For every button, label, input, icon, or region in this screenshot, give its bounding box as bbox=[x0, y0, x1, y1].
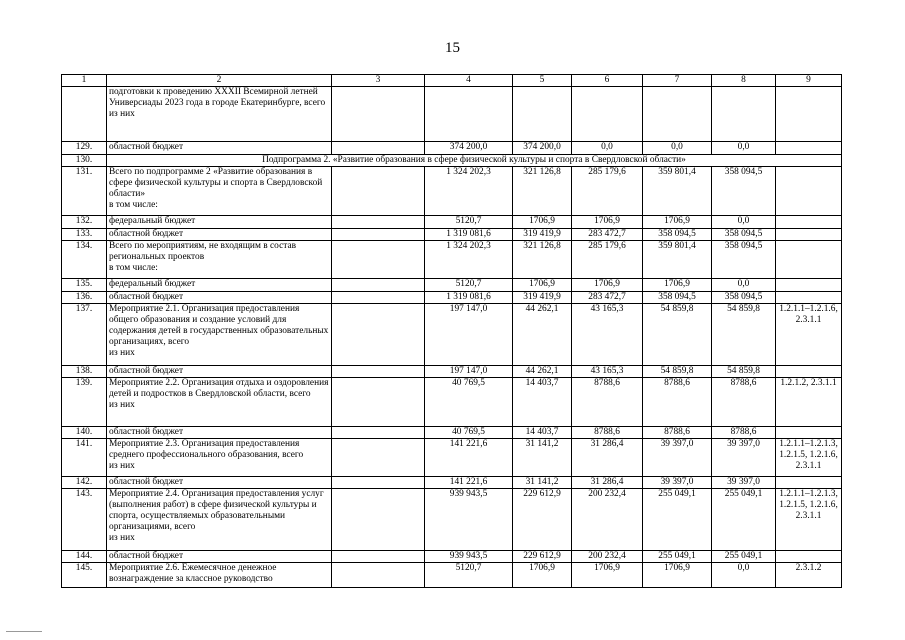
row-number: 140. bbox=[62, 427, 107, 439]
cell-col7: 255 049,1 bbox=[643, 551, 712, 563]
cell-col3 bbox=[332, 241, 425, 279]
cell-col7: 359 801,4 bbox=[643, 167, 712, 216]
row-description: областной бюджет bbox=[107, 292, 332, 304]
cell-col8: 54 859,8 bbox=[712, 304, 776, 366]
row-number: 138. bbox=[62, 366, 107, 378]
cell-col9 bbox=[776, 551, 842, 563]
cell-col4: 40 769,5 bbox=[425, 427, 513, 439]
row-number: 141. bbox=[62, 439, 107, 477]
cell-col3 bbox=[332, 489, 425, 551]
cell-col9 bbox=[776, 279, 842, 292]
cell-col5: 14 403,7 bbox=[513, 378, 572, 427]
cell-col6: 43 165,3 bbox=[572, 304, 643, 366]
row-number: 145. bbox=[62, 563, 107, 588]
cell-col8: 0,0 bbox=[712, 142, 776, 155]
cell-col4: 939 943,5 bbox=[425, 551, 513, 563]
header-cell: 3 bbox=[332, 75, 425, 87]
cell-col4: 141 221,6 bbox=[425, 477, 513, 489]
cell-col6: 283 472,7 bbox=[572, 292, 643, 304]
cell-col6: 283 472,7 bbox=[572, 229, 643, 241]
cell-col5 bbox=[513, 87, 572, 142]
footer-divider bbox=[6, 631, 42, 632]
row-number: 137. bbox=[62, 304, 107, 366]
cell-col7: 54 859,8 bbox=[643, 366, 712, 378]
row-description: областной бюджет bbox=[107, 477, 332, 489]
cell-col4: 5120,7 bbox=[425, 563, 513, 588]
cell-col5: 14 403,7 bbox=[513, 427, 572, 439]
row-description: областной бюджет bbox=[107, 142, 332, 155]
row-number bbox=[62, 87, 107, 142]
header-cell: 6 bbox=[572, 75, 643, 87]
table-row bbox=[62, 229, 842, 241]
row-description: Мероприятие 2.1. Организация предоставления общего образования и создание условий для содержания детей в государственных образовательных организациях, всего из них bbox=[107, 304, 332, 366]
cell-col8: 255 049,1 bbox=[712, 551, 776, 563]
subprogram-title: Подпрограмма 2. «Развитие образования в сфере физической культуры и спорта в Свердловской области» bbox=[107, 155, 842, 167]
cell-col6: 1706,9 bbox=[572, 216, 643, 229]
cell-col5: 31 141,2 bbox=[513, 439, 572, 477]
cell-col8: 0,0 bbox=[712, 216, 776, 229]
cell-col6: 1706,9 bbox=[572, 279, 643, 292]
row-description: Мероприятие 2.4. Организация предоставления услуг (выполнения работ) в сфере физической культуры и спорта, осуществляемых образовательными организациями, всего из них bbox=[107, 489, 332, 551]
cell-col6: 285 179,6 bbox=[572, 167, 643, 216]
row-number: 136. bbox=[62, 292, 107, 304]
cell-col4: 1 324 202,3 bbox=[425, 167, 513, 216]
cell-col8: 54 859,8 bbox=[712, 366, 776, 378]
cell-col8: 0,0 bbox=[712, 563, 776, 588]
cell-col5: 374 200,0 bbox=[513, 142, 572, 155]
cell-col8: 8788,6 bbox=[712, 378, 776, 427]
row-description: подготовки к проведению XXXII Всемирной летней Универсиады 2023 года в городе Екатеринбурге, всего из них bbox=[107, 87, 332, 142]
cell-col8: 358 094,5 bbox=[712, 167, 776, 216]
cell-col8: 0,0 bbox=[712, 279, 776, 292]
row-number: 142. bbox=[62, 477, 107, 489]
cell-col9 bbox=[776, 427, 842, 439]
table-row bbox=[62, 142, 842, 155]
cell-col3 bbox=[332, 142, 425, 155]
cell-col4: 1 324 202,3 bbox=[425, 241, 513, 279]
cell-col9: 1.2.1.1–1.2.1.6, 2.3.1.1 bbox=[776, 304, 842, 366]
cell-col3 bbox=[332, 477, 425, 489]
table-row bbox=[62, 427, 842, 439]
row-description: областной бюджет bbox=[107, 229, 332, 241]
cell-col5: 1706,9 bbox=[513, 563, 572, 588]
cell-col9 bbox=[776, 366, 842, 378]
cell-col9: 1.2.1.1–1.2.1.3, 1.2.1.5, 1.2.1.6, 2.3.1.1 bbox=[776, 489, 842, 551]
header-cell: 9 bbox=[776, 75, 842, 87]
cell-col3 bbox=[332, 304, 425, 366]
cell-col7: 359 801,4 bbox=[643, 241, 712, 279]
cell-col5: 31 141,2 bbox=[513, 477, 572, 489]
header-row bbox=[62, 75, 842, 87]
cell-col7: 8788,6 bbox=[643, 427, 712, 439]
table-row bbox=[62, 241, 842, 279]
row-number: 132. bbox=[62, 216, 107, 229]
row-number: 134. bbox=[62, 241, 107, 279]
cell-col7: 39 397,0 bbox=[643, 477, 712, 489]
cell-col6: 200 232,4 bbox=[572, 551, 643, 563]
cell-col5: 321 126,8 bbox=[513, 167, 572, 216]
cell-col5: 319 419,9 bbox=[513, 229, 572, 241]
cell-col8: 8788,6 bbox=[712, 427, 776, 439]
table-row bbox=[62, 216, 842, 229]
cell-col9: 1.2.1.1–1.2.1.3, 1.2.1.5, 1.2.1.6, 2.3.1.1 bbox=[776, 439, 842, 477]
header-cell: 2 bbox=[107, 75, 332, 87]
cell-col4: 1 319 081,6 bbox=[425, 292, 513, 304]
cell-col7: 255 049,1 bbox=[643, 489, 712, 551]
cell-col3 bbox=[332, 427, 425, 439]
cell-col9: 1.2.1.2, 2.3.1.1 bbox=[776, 378, 842, 427]
cell-col4: 5120,7 bbox=[425, 279, 513, 292]
cell-col9 bbox=[776, 292, 842, 304]
cell-col8: 358 094,5 bbox=[712, 292, 776, 304]
cell-col5: 229 612,9 bbox=[513, 489, 572, 551]
cell-col4: 1 319 081,6 bbox=[425, 229, 513, 241]
row-description: федеральный бюджет bbox=[107, 216, 332, 229]
table-row bbox=[62, 563, 842, 588]
cell-col5: 44 262,1 bbox=[513, 366, 572, 378]
cell-col5: 1706,9 bbox=[513, 279, 572, 292]
cell-col7: 39 397,0 bbox=[643, 439, 712, 477]
page-number: 15 bbox=[445, 40, 460, 56]
row-number: 131. bbox=[62, 167, 107, 216]
cell-col5: 1706,9 bbox=[513, 216, 572, 229]
cell-col6: 285 179,6 bbox=[572, 241, 643, 279]
cell-col6: 0,0 bbox=[572, 142, 643, 155]
cell-col4: 197 147,0 bbox=[425, 366, 513, 378]
row-number: 133. bbox=[62, 229, 107, 241]
cell-col6: 31 286,4 bbox=[572, 477, 643, 489]
cell-col6: 43 165,3 bbox=[572, 366, 643, 378]
cell-col6: 1706,9 bbox=[572, 563, 643, 588]
row-number: 129. bbox=[62, 142, 107, 155]
cell-col3 bbox=[332, 216, 425, 229]
cell-col7: 0,0 bbox=[643, 142, 712, 155]
cell-col6: 200 232,4 bbox=[572, 489, 643, 551]
row-number: 143. bbox=[62, 489, 107, 551]
cell-col7: 358 094,5 bbox=[643, 229, 712, 241]
cell-col5: 321 126,8 bbox=[513, 241, 572, 279]
row-number: 144. bbox=[62, 551, 107, 563]
cell-col6: 8788,6 bbox=[572, 378, 643, 427]
table-row bbox=[62, 477, 842, 489]
cell-col9: 2.3.1.2 bbox=[776, 563, 842, 588]
cell-col3 bbox=[332, 292, 425, 304]
row-description: областной бюджет bbox=[107, 366, 332, 378]
cell-col6: 8788,6 bbox=[572, 427, 643, 439]
cell-col9 bbox=[776, 142, 842, 155]
table-row bbox=[62, 279, 842, 292]
cell-col3 bbox=[332, 229, 425, 241]
table-row bbox=[62, 292, 842, 304]
cell-col3 bbox=[332, 87, 425, 142]
table-row bbox=[62, 167, 842, 216]
cell-col7: 8788,6 bbox=[643, 378, 712, 427]
cell-col7: 1706,9 bbox=[643, 563, 712, 588]
cell-col5: 229 612,9 bbox=[513, 551, 572, 563]
cell-col5: 319 419,9 bbox=[513, 292, 572, 304]
cell-col9 bbox=[776, 87, 842, 142]
table-row bbox=[62, 378, 842, 427]
cell-col3 bbox=[332, 378, 425, 427]
cell-col3 bbox=[332, 439, 425, 477]
cell-col4: 197 147,0 bbox=[425, 304, 513, 366]
cell-col4: 939 943,5 bbox=[425, 489, 513, 551]
cell-col7: 1706,9 bbox=[643, 279, 712, 292]
cell-col8: 358 094,5 bbox=[712, 229, 776, 241]
table-row bbox=[62, 489, 842, 551]
cell-col4 bbox=[425, 87, 513, 142]
cell-col8: 255 049,1 bbox=[712, 489, 776, 551]
cell-col3 bbox=[332, 366, 425, 378]
header-cell: 7 bbox=[643, 75, 712, 87]
cell-col9 bbox=[776, 241, 842, 279]
cell-col8: 358 094,5 bbox=[712, 241, 776, 279]
cell-col8: 39 397,0 bbox=[712, 439, 776, 477]
cell-col4: 141 221,6 bbox=[425, 439, 513, 477]
cell-col7: 54 859,8 bbox=[643, 304, 712, 366]
header-cell: 4 bbox=[425, 75, 513, 87]
table-row bbox=[62, 551, 842, 563]
cell-col3 bbox=[332, 551, 425, 563]
table-body bbox=[62, 87, 842, 588]
cell-col4: 5120,7 bbox=[425, 216, 513, 229]
row-description: Мероприятие 2.6. Ежемесячное денежное вознаграждение за классное руководство bbox=[107, 563, 332, 588]
cell-col9 bbox=[776, 477, 842, 489]
cell-col4: 40 769,5 bbox=[425, 378, 513, 427]
row-description: Всего по мероприятиям, не входящим в состав региональных проектов в том числе: bbox=[107, 241, 332, 279]
header-cell: 8 bbox=[712, 75, 776, 87]
row-description: областной бюджет bbox=[107, 551, 332, 563]
cell-col7 bbox=[643, 87, 712, 142]
cell-col4: 374 200,0 bbox=[425, 142, 513, 155]
cell-col7: 1706,9 bbox=[643, 216, 712, 229]
table-row bbox=[62, 439, 842, 477]
table-row bbox=[62, 366, 842, 378]
header-cell: 5 bbox=[513, 75, 572, 87]
cell-col9 bbox=[776, 216, 842, 229]
cell-col3 bbox=[332, 167, 425, 216]
table-row bbox=[62, 155, 842, 167]
header-cell: 1 bbox=[62, 75, 107, 87]
table-row bbox=[62, 87, 842, 142]
cell-col9 bbox=[776, 229, 842, 241]
row-number: 135. bbox=[62, 279, 107, 292]
row-description: Мероприятие 2.3. Организация предоставления среднего профессионального образования, всего из них bbox=[107, 439, 332, 477]
row-number: 130. bbox=[62, 155, 107, 167]
budget-table bbox=[61, 74, 842, 588]
cell-col3 bbox=[332, 279, 425, 292]
row-description: федеральный бюджет bbox=[107, 279, 332, 292]
cell-col6: 31 286,4 bbox=[572, 439, 643, 477]
cell-col5: 44 262,1 bbox=[513, 304, 572, 366]
cell-col8 bbox=[712, 87, 776, 142]
cell-col7: 358 094,5 bbox=[643, 292, 712, 304]
table-row bbox=[62, 304, 842, 366]
row-description: Всего по подпрограмме 2 «Развитие образования в сфере физической культуры и спорта в Свердловской области» в том числе: bbox=[107, 167, 332, 216]
cell-col9 bbox=[776, 167, 842, 216]
row-description: Мероприятие 2.2. Организация отдыха и оздоровления детей и подростков в Свердловской области, всего из них bbox=[107, 378, 332, 427]
cell-col3 bbox=[332, 563, 425, 588]
row-description: областной бюджет bbox=[107, 427, 332, 439]
row-number: 139. bbox=[62, 378, 107, 427]
cell-col8: 39 397,0 bbox=[712, 477, 776, 489]
cell-col6 bbox=[572, 87, 643, 142]
